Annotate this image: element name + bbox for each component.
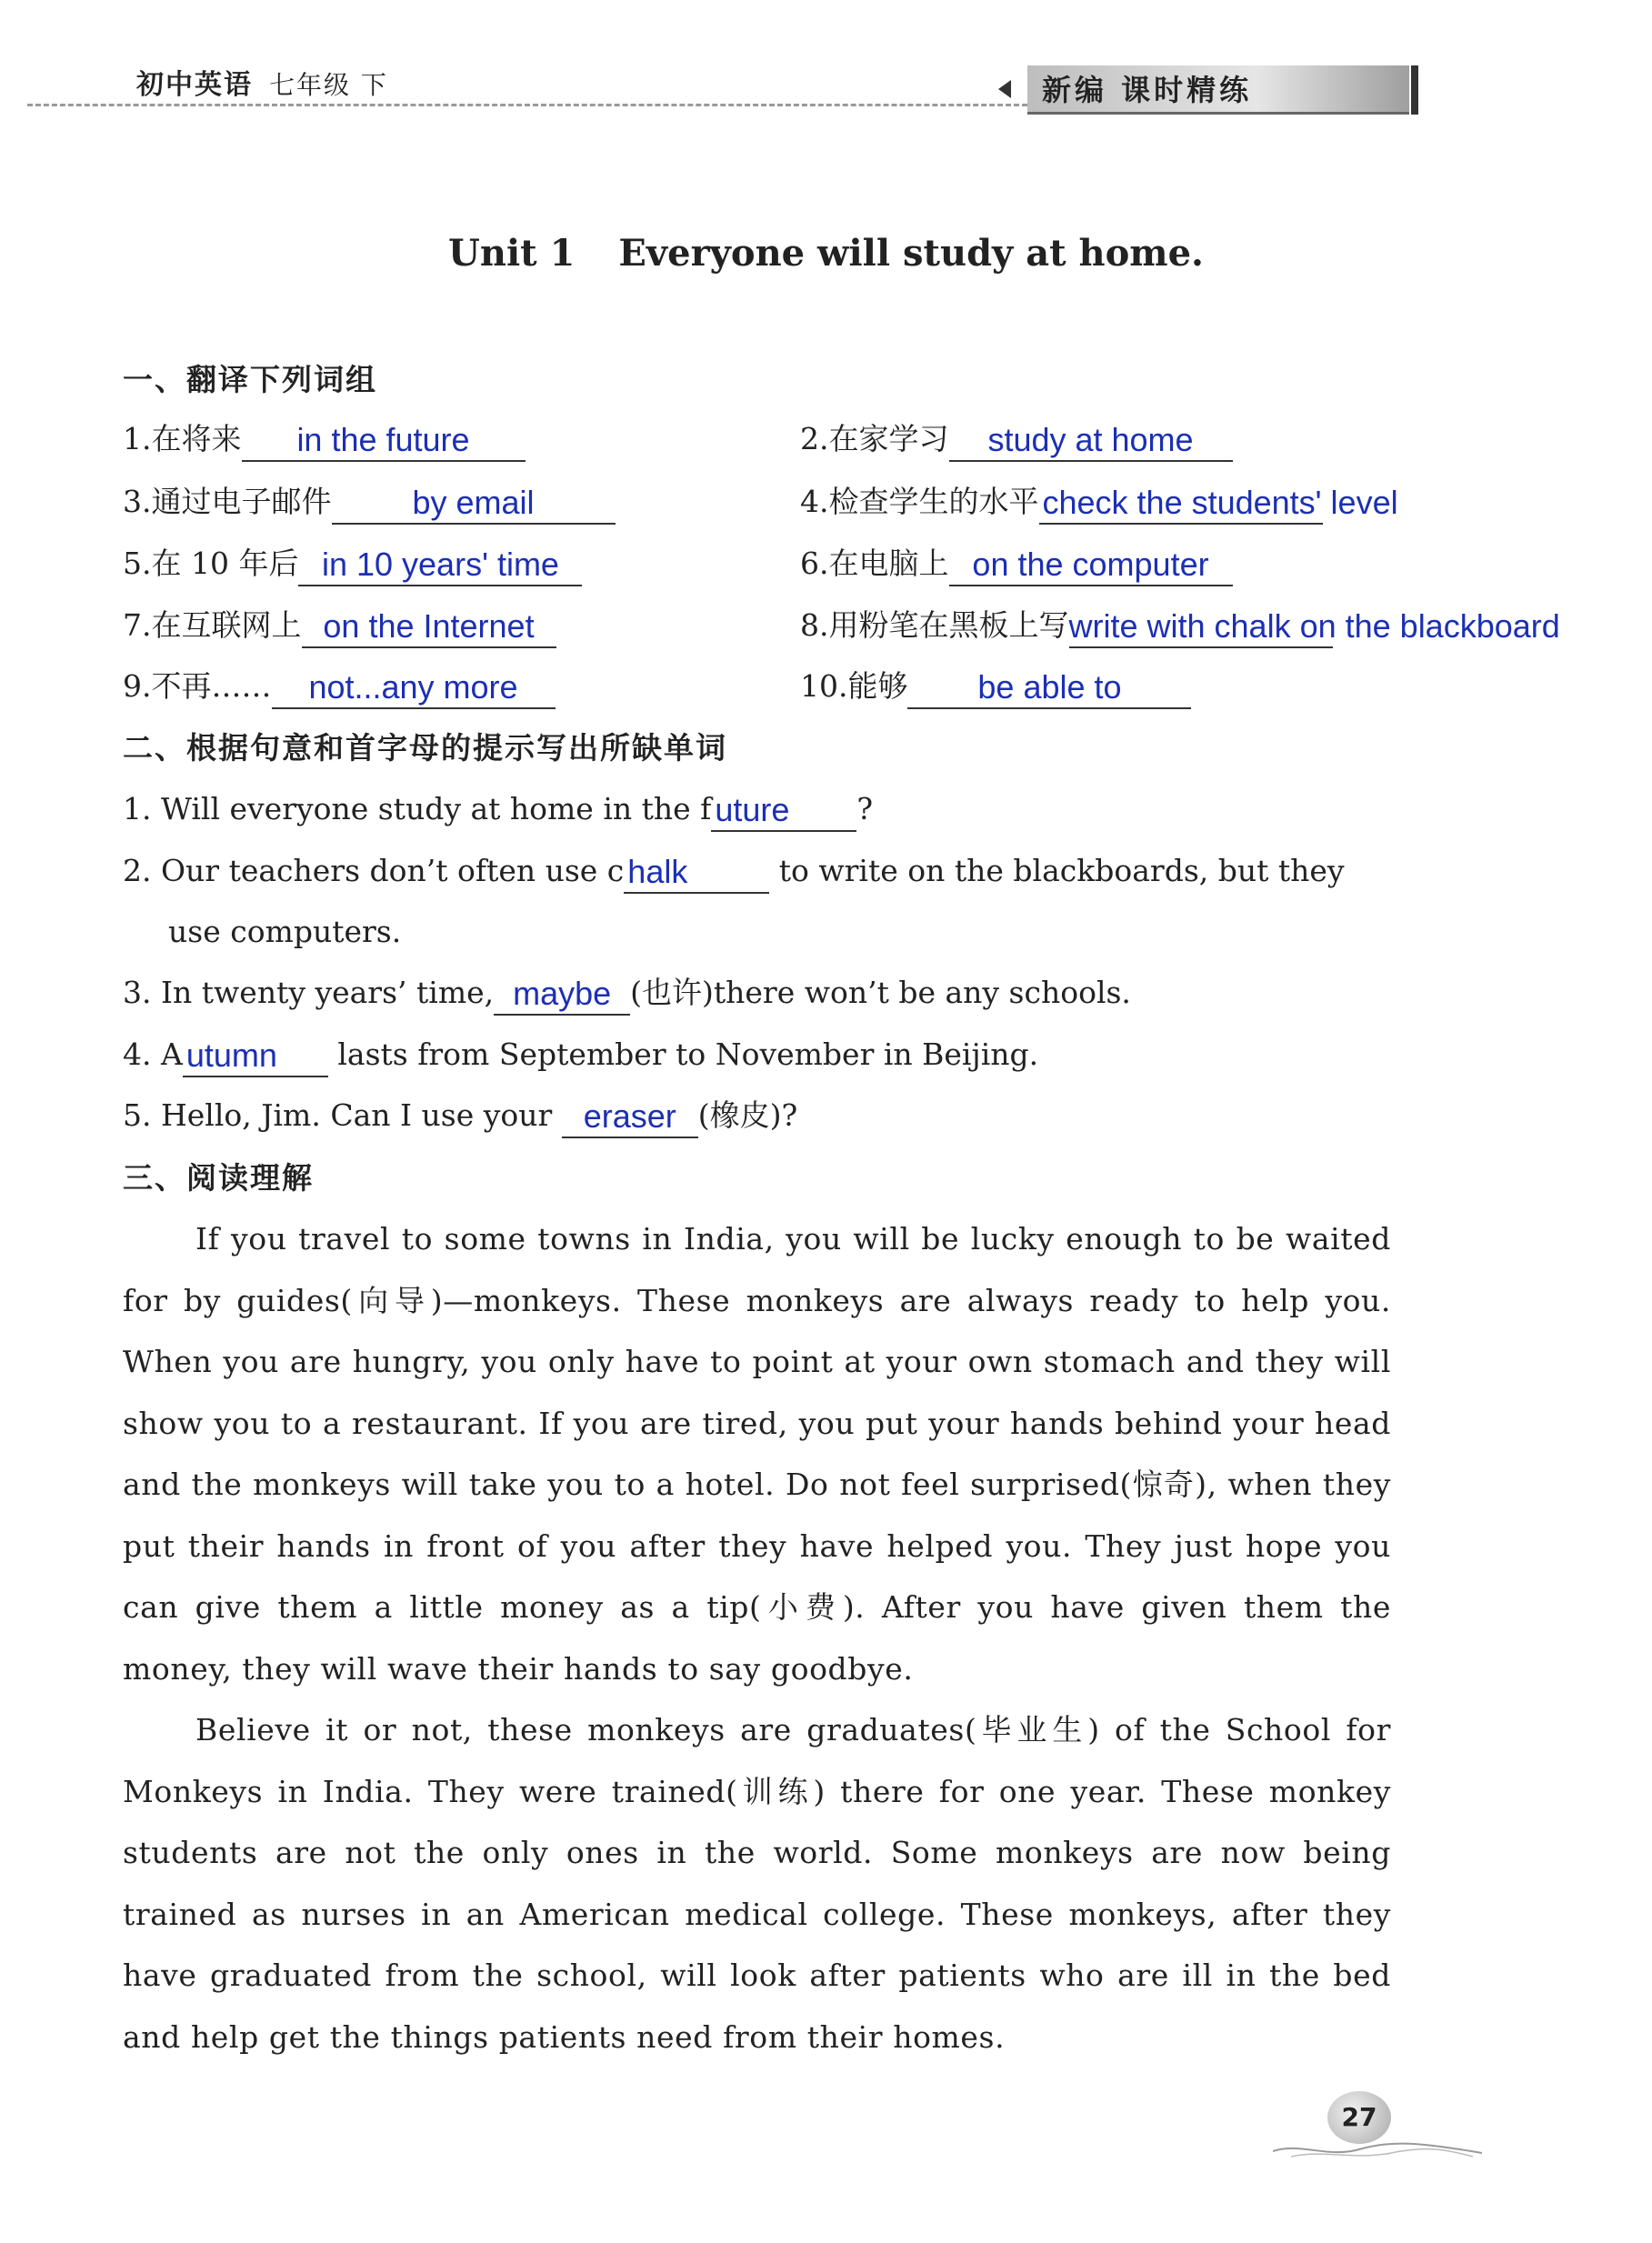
unit-title xyxy=(0,232,1652,275)
s1-prompt: 9.不再…… xyxy=(123,668,272,704)
s2-num: 5. xyxy=(123,1097,152,1133)
s1-prompt: 1.在将来 xyxy=(123,421,242,456)
reading-passage xyxy=(123,1208,1391,2068)
book-title-text: 初中英语 xyxy=(136,69,253,101)
s1-answer: check the students' level xyxy=(1042,484,1398,521)
s1-item-2 xyxy=(800,416,1233,462)
s1-prompt: 4.检查学生的水平 xyxy=(800,484,1039,519)
s1-item-3 xyxy=(123,479,616,525)
s1-blank[interactable] xyxy=(242,421,526,462)
header-divider xyxy=(27,104,1027,106)
s1-prompt: 2.在家学习 xyxy=(800,421,949,456)
s2-item-5 xyxy=(123,1093,797,1138)
s2-text: Our teachers don’t often use c xyxy=(161,853,625,888)
s2-blank[interactable] xyxy=(562,1097,698,1138)
s2-answer: utumn xyxy=(185,1036,277,1074)
s2-text: to write on the blackboards, but they xyxy=(778,853,1345,888)
s1-answer: by email xyxy=(412,484,535,521)
arrow-left-icon xyxy=(998,80,1011,98)
s2-item-1 xyxy=(123,786,873,832)
s1-answer: in 10 years' time xyxy=(321,546,559,583)
s1-item-1 xyxy=(123,416,526,462)
s1-prompt: 8.用粉笔在黑板上写 xyxy=(800,607,1069,643)
s1-blank[interactable] xyxy=(302,607,556,648)
s1-answer: be able to xyxy=(977,668,1122,706)
s2-text: (橡皮)? xyxy=(697,1097,798,1133)
s2-num: 2. xyxy=(123,853,152,888)
s2-num: 1. xyxy=(123,791,152,826)
s1-blank[interactable] xyxy=(298,548,582,586)
s1-prompt: 10.能够 xyxy=(800,668,908,704)
s2-answer: maybe xyxy=(513,975,612,1012)
s1-prompt: 6.在电脑上 xyxy=(800,546,949,581)
s1-answer: not...any more xyxy=(308,668,518,706)
grade-label: 七年级 下 xyxy=(269,70,388,100)
s1-blank[interactable] xyxy=(1039,484,1398,525)
s1-answer: study at home xyxy=(987,421,1194,458)
s1-prompt: 7.在互联网上 xyxy=(123,607,302,643)
s1-prompt: 3.通过电子邮件 xyxy=(123,484,332,519)
book-title xyxy=(136,62,388,102)
s2-blank[interactable] xyxy=(183,1036,328,1077)
s2-text: A xyxy=(161,1036,183,1072)
s2-blank[interactable] xyxy=(624,853,769,894)
s1-blank[interactable] xyxy=(949,421,1233,462)
series-badge: 新编 课时精练 xyxy=(1027,65,1409,115)
unit-name: Everyone will study at home. xyxy=(618,232,1204,275)
unit-number: Unit 1 xyxy=(448,232,576,275)
section2-heading: 二、根据句意和首字母的提示写出所缺单词 xyxy=(123,730,727,766)
s2-text: Will everyone study at home in the f xyxy=(161,791,712,826)
s2-answer: uture xyxy=(715,791,790,828)
s1-answer: in the future xyxy=(296,421,470,458)
s2-item-2 xyxy=(123,848,1345,894)
header-bar xyxy=(1411,65,1418,115)
s1-item-10 xyxy=(800,664,1191,709)
s2-blank[interactable] xyxy=(711,791,856,832)
s2-num: 3. xyxy=(123,975,152,1010)
s1-blank[interactable] xyxy=(1068,607,1560,648)
s1-answer: on the Internet xyxy=(323,607,535,645)
s2-item-3 xyxy=(123,970,1131,1016)
s2-text: (也许)there won’t be any schools. xyxy=(630,975,1131,1010)
s1-blank[interactable] xyxy=(272,668,556,709)
s2-blank[interactable] xyxy=(494,977,630,1016)
s1-item-6 xyxy=(800,541,1233,586)
s1-item-5 xyxy=(123,541,582,586)
s1-answer: write with chalk on the blackboard xyxy=(1068,607,1560,645)
s2-item-2-continued: use computers. xyxy=(168,914,402,949)
s1-prompt: 5.在 10 年后 xyxy=(123,546,299,581)
s2-num: 4. xyxy=(123,1036,152,1072)
paragraph-1: If you travel to some towns in India, you will be lucky enough to be waited for by guides(向导)—monkeys. These monkeys are always ready to help you. When you are hungry, you only have to point at your own stomach and they will show you to a restaurant. If you are tired, you put your hands behind your head and the monkeys will take you to a hotel. Do not feel surprised(惊奇), when they put their hands in front of you after they have helped you. They just hope you can give them a little money as a tip(小费). After you have given them the money, they will wave their hands to say goodbye. xyxy=(123,1221,1391,1687)
s2-text: In twenty years’ time, xyxy=(161,975,495,1010)
s1-blank[interactable] xyxy=(907,668,1191,709)
s2-answer: halk xyxy=(627,853,688,890)
s1-item-7 xyxy=(123,603,556,648)
s2-text: ? xyxy=(856,791,874,826)
s1-blank[interactable] xyxy=(332,486,616,525)
s1-item-4 xyxy=(800,479,1398,525)
s1-item-9 xyxy=(123,664,556,709)
s2-item-4 xyxy=(123,1032,1038,1077)
s1-item-8 xyxy=(800,603,1560,648)
s2-text: Hello, Jim. Can I use your xyxy=(161,1097,553,1133)
s1-answer: on the computer xyxy=(972,546,1209,583)
paragraph-2: Believe it or not, these monkeys are graduates(毕业生) of the School for Monkeys in India. They were trained(训练) there for one year. These monkey students are not the only ones in the world. Some monkeys are now being trained as nurses in an American medical college. These monkeys, after they have graduated from the school, will look after patients who are ill in the bed and help get the things patients need from their homes. xyxy=(123,1712,1391,2055)
section3-heading: 三、阅读理解 xyxy=(123,1160,314,1196)
wave-ornament-icon xyxy=(1273,2138,1482,2160)
page-number: 27 xyxy=(1327,2091,1391,2144)
section1-heading: 一、翻译下列词组 xyxy=(123,362,377,397)
s1-blank[interactable] xyxy=(949,548,1233,586)
s2-text: lasts from September to November in Beijing. xyxy=(337,1036,1039,1072)
s2-answer: eraser xyxy=(583,1097,676,1135)
